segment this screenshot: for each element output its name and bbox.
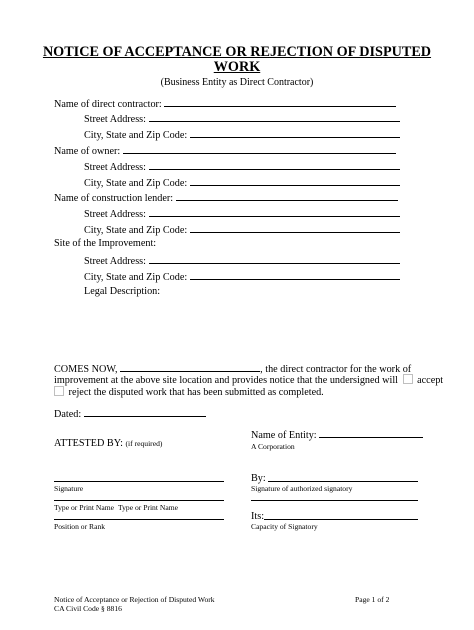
street-address-field-1: [84, 112, 400, 126]
city-state-zip-field-1: [84, 128, 400, 142]
by-label: By:: [251, 473, 266, 484]
lender-field: [54, 191, 398, 205]
street-address-field-3: [84, 207, 400, 221]
entity-name-label: Name of Entity:: [251, 430, 317, 441]
capacity-caption: Capacity of Signatory: [251, 522, 318, 531]
date-line[interactable]: [84, 407, 206, 417]
owner-label: Name of owner:: [54, 146, 121, 157]
comes-now-label: COMES NOW,: [54, 364, 118, 375]
entity-type: A Corporation: [251, 442, 295, 451]
street-address-field-2: [84, 160, 400, 174]
print-name-caption-2: Type or Print Name: [118, 503, 178, 512]
city-state-zip-label: City, State and Zip Code:: [84, 272, 188, 283]
legal-description-label: Legal Description:: [84, 286, 161, 297]
city-state-zip-field-2: [84, 176, 400, 190]
street-address-label: Street Address:: [84, 209, 146, 220]
accept-label: accept: [417, 375, 444, 386]
city-state-zip-line[interactable]: [190, 270, 400, 280]
street-address-line[interactable]: [149, 254, 400, 264]
site-of-improvement-label: Site of the Improvement:: [54, 238, 157, 249]
reject-text: reject the disputed work that has been submitted as completed.: [68, 387, 324, 398]
street-address-label: Street Address:: [84, 162, 146, 173]
its-label: Its:: [251, 511, 265, 522]
street-address-label: Street Address:: [84, 256, 146, 267]
accept-checkbox[interactable]: [403, 374, 413, 384]
print-name-caption-1: Type or Print Name: [54, 503, 114, 512]
position-caption: Position or Rank: [54, 522, 106, 531]
city-state-zip-line[interactable]: [190, 176, 400, 186]
lender-label: Name of construction lender:: [54, 193, 174, 204]
street-address-label: Street Address:: [84, 114, 146, 125]
lender-line[interactable]: [176, 191, 398, 201]
authorized-signatory-caption: Signature of authorized signatory: [251, 484, 353, 493]
city-state-zip-field-3: [84, 223, 400, 237]
direct-contractor-field: [54, 97, 396, 111]
reject-line: [54, 386, 324, 399]
city-state-zip-field-4: [84, 270, 400, 284]
city-state-zip-line[interactable]: [190, 223, 400, 233]
city-state-zip-label: City, State and Zip Code:: [84, 178, 188, 189]
position-line[interactable]: [54, 519, 224, 520]
direct-contractor-line[interactable]: [164, 97, 396, 107]
attested-by-note: (if required): [125, 439, 163, 448]
print-name-line-2[interactable]: [251, 500, 418, 501]
notice-text: improvement at the above site location and provides notice that the undersigned will: [54, 375, 399, 386]
city-state-zip-label: City, State and Zip Code:: [84, 130, 188, 141]
signature-line[interactable]: [54, 481, 224, 482]
page-number: Page 1 of 2: [355, 595, 390, 604]
footer-code: CA Civil Code § 8816: [54, 604, 122, 613]
direct-contractor-label: Name of direct contractor:: [54, 99, 162, 110]
capacity-line[interactable]: [264, 519, 418, 520]
city-state-zip-line[interactable]: [190, 128, 400, 138]
comes-now-rest: , the direct contractor for the work of: [260, 364, 412, 375]
city-state-zip-label: City, State and Zip Code:: [84, 225, 188, 236]
document-subtitle: (Business Entity as Direct Contractor): [160, 77, 314, 88]
entity-name-line[interactable]: [319, 428, 423, 438]
attested-by: [54, 438, 162, 450]
footer-title: Notice of Acceptance or Rejection of Disputed Work: [54, 595, 215, 604]
street-address-line[interactable]: [149, 160, 400, 170]
street-address-field-4: [84, 254, 400, 268]
print-name-line-1[interactable]: [54, 500, 224, 501]
contractor-name-blank[interactable]: [120, 362, 260, 372]
attested-by-label: ATTESTED BY:: [54, 438, 123, 449]
dated-label: Dated:: [54, 409, 82, 420]
owner-line[interactable]: [123, 144, 396, 154]
signature-caption: Signature: [54, 484, 84, 493]
street-address-line[interactable]: [149, 207, 400, 217]
street-address-line[interactable]: [149, 112, 400, 122]
dated-field: [54, 407, 206, 421]
document-title: NOTICE OF ACCEPTANCE OR REJECTION OF DISPUTED WORK: [42, 44, 432, 75]
owner-field: [54, 144, 396, 158]
reject-checkbox[interactable]: [54, 386, 64, 396]
entity-name-field: [251, 428, 423, 442]
by-signature-line[interactable]: [268, 481, 418, 482]
